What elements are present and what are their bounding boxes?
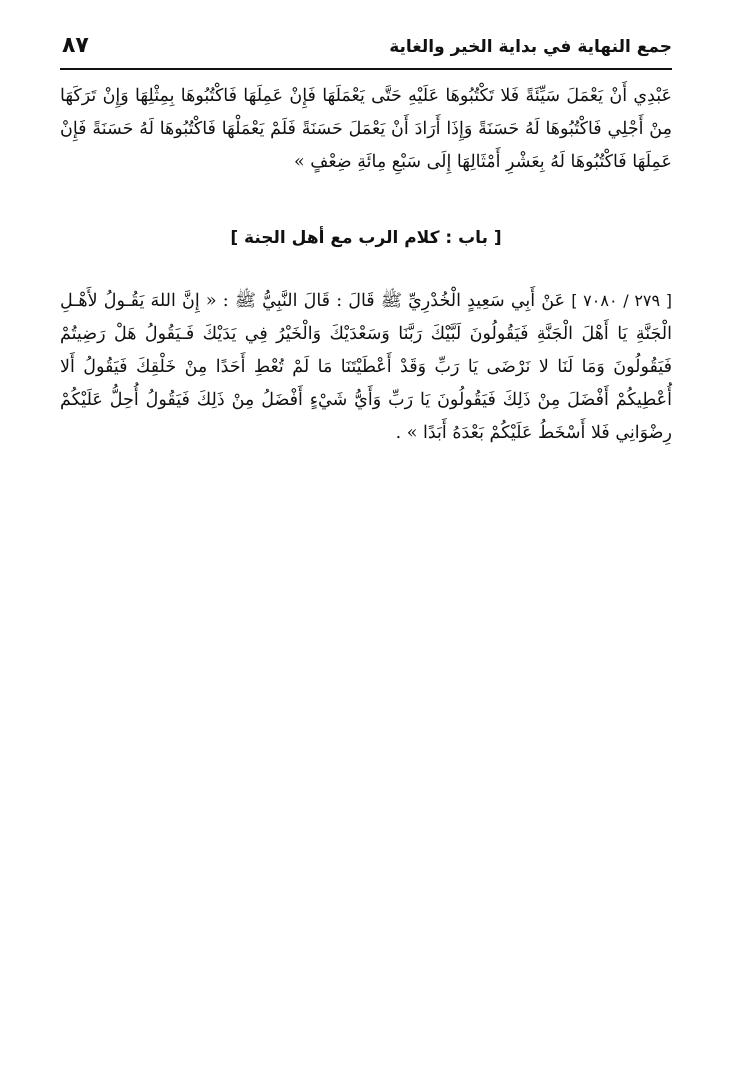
hadith-reference-number: [ ٢٧٩ / ٧٠٨٠ ] (571, 291, 673, 310)
section-heading: [ باب : كلام الرب مع أهل الجنة ] (230, 228, 502, 248)
hadith-paragraph (60, 284, 672, 450)
page-number: ٨٧ (62, 33, 89, 58)
page-header (60, 32, 672, 68)
header-divider (60, 68, 672, 70)
paragraph-1-text: عَبْدِي أَنْ يَعْمَلَ سَيِّئَةً فَلا تَكْتُبُوهَا عَلَيْهِ حَتَّى يَعْمَلَهَا فَإِنْ عَمِلَهَا فَاكْتُبُوهَا بِمِثْلِهَا وَإِنْ تَرَكَهَا مِنْ أَجْلِي فَاكْتُبُوهَا لَهُ حَسَنَةً وَإِذَا أَرَادَ أَنْ يَعْمَلَ حَسَنَةً فَلَمْ يَعْمَلْهَا فَاكْتُبُوهَا لَهُ حَسَنَةً فَإِنْ عَمِلَهَا فَاكْتُبُوهَا لَهُ بِعَشْرِ أَمْثَالِهَا إِلَى سَبْعِ مِائَةِ ضِعْفٍ » (60, 86, 672, 172)
hadith-text: عَنْ أَبِي سَعِيدٍ الْخُدْرِيِّ ﷺ قَالَ : قَالَ النَّبِيُّ ﷺ : « إِنَّ اللهَ يَقُـولُ لأَهْـلِ الْجَنَّةِ يَا أَهْلَ الْجَنَّةِ فَيَقُولُونَ لَبَّيْكَ رَبَّنَا وَسَعْدَيْكَ وَالْخَيْرُ فِي يَدَيْكَ فَـيَقُولُ هَلْ رَضِيتُمْ فَيَقُولُونَ وَمَا لَنَا لا نَرْضَى يَا رَبِّ وَقَدْ أَعْطَيْتَنَا مَا لَمْ تُعْطِ أَحَدًا مِنْ خَلْقِكَ فَيَقُولُ أَلا أُعْطِيكُمْ أَفْضَلَ مِنْ ذَلِكَ فَيَقُولُونَ يَا رَبِّ وَأَيُّ شَيْءٍ أَفْضَلُ مِنْ ذَلِكَ فَيَقُولُ أُحِلُّ عَلَيْكُمْ رِضْوَانِي فَلا أَسْخَطُ عَلَيْكُمْ بَعْدَهُ أَبَدًا » . (60, 291, 672, 443)
running-title: جمع النهاية في بداية الخير والغاية (389, 37, 672, 57)
blank-page-area (60, 500, 672, 1060)
paragraph-continuation (60, 80, 672, 179)
